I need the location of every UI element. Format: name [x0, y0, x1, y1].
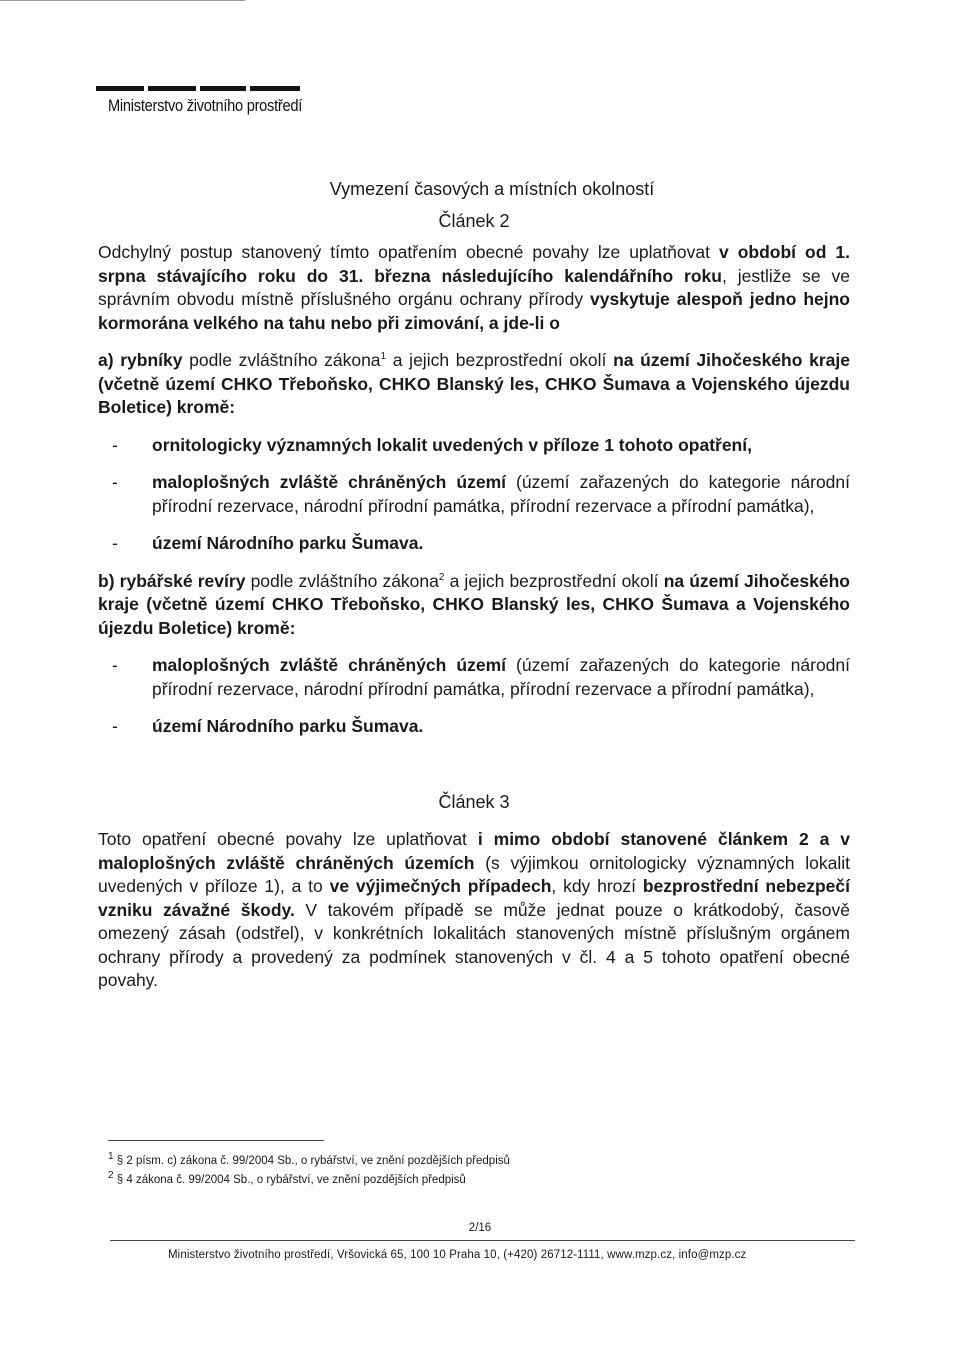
footer-separator: [110, 1240, 855, 1241]
article-3-title: Článek 3: [438, 791, 510, 812]
ministry-logo-bars: [96, 86, 300, 92]
list-item: - území Národního parku Šumava.: [112, 716, 424, 736]
section-heading: Vymezení časových a místních okolností: [329, 179, 655, 199]
list-item: - území Národního parku Šumava.: [112, 533, 424, 553]
footnote: $^2$ § 4 zákona č. 99/2004 Sb., o rybářství, ve znění pozdějších předpisů: [108, 1170, 466, 1186]
footnotes: [108, 1152, 510, 1190]
clause-b: b) rybářské revíry podle zvláštního zákona$^2$ a jejich bezprostřední okolí na území Jihočeského kraje (včetně území CHKO Třeboňsko, CHKO Blanský les, CHKO Šumava a Vojenského újezdu Boletice) kromě:: [98, 570, 850, 638]
clause-a: a) rybníky podle zvláštního zákona$^1$ a jejich bezprostřední okolí na území Jihočeského kraje (včetně území CHKO Třeboňsko, CHKO Blanský les, CHKO Šumava a Vojenského újezdu Boletice) kromě:: [98, 350, 850, 417]
top-edge-line: [0, 0, 245, 1]
page-number: 2/16: [468, 1222, 492, 1234]
footnote-separator: [108, 1140, 324, 1141]
list-item: - maloplošných zvláště chráněných území (území zařazených do kategorie národní přírodní rezervace, národní přírodní památka, přírodní rezervace a přírodní památka),: [112, 655, 851, 699]
article-2-intro: Odchylný postup stanovený tímto opatřením obecné povahy lze uplatňovat v období od 1. srpna stávajícího roku do 31. března následujícího kalendářního roku, jestliže se ve správním obvodu místně příslušného orgánu ochrany přírody vyskytuje alespoň jedno hejno kormorána velkého na tahu nebo při zimování, a jde-li o: [98, 242, 850, 333]
footer-contact: Ministerstvo životního prostředí, Vršovická 65, 100 10 Praha 10, (+420) 26712-1111, www.mzp.cz, info@mzp.cz: [168, 1249, 747, 1261]
ministry-name: Ministerstvo životního prostředí: [108, 96, 303, 115]
list-item: - ornitologicky významných lokalit uvedených v příloze 1 tohoto opatření,: [112, 434, 752, 455]
article-2-title: Článek 2: [438, 210, 510, 231]
document-body: [98, 178, 850, 993]
article-3-text: Toto opatření obecné povahy lze uplatňovat i mimo období stanovené článkem 2 a v maloplošných zvláště chráněných územích (s výjimkou ornitologicky významných lokalit uvedených v příloze 1), a to ve výjimečných případech, kdy hrozí bezprostřední nebezpečí vzniku závažné škody. V takovém případě se může jednat pouze o krátkodobý, časově omezený zásah (odstřel), v konkrétních lokalitách stanovených místně příslušným orgánem ochrany přírody a provedený za podmínek stanovených v čl. 4 a 5 tohoto opatření obecné povahy.: [98, 829, 850, 990]
footnote: $^1$ § 2 písm. c) zákona č. 99/2004 Sb., o rybářství, ve znění pozdějších předpisů: [108, 1151, 510, 1167]
list-item: - maloplošných zvláště chráněných území (území zařazených do kategorie národní přírodní rezervace, národní přírodní památka, přírodní rezervace a přírodní památka),: [112, 472, 851, 516]
